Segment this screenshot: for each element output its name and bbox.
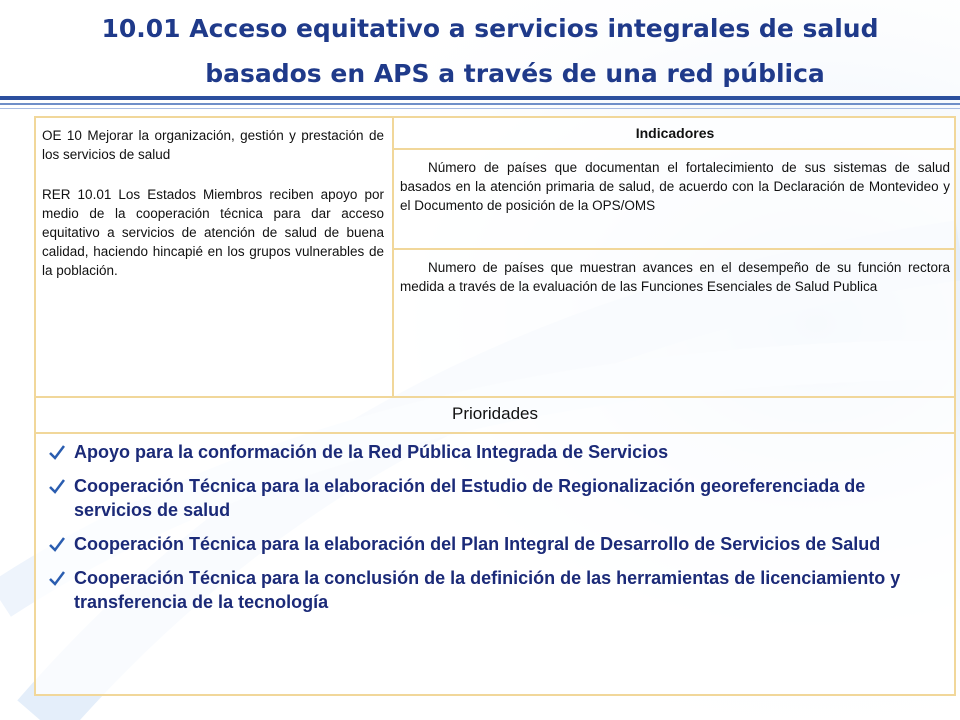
checkmark-icon	[48, 535, 66, 553]
priority-text: Cooperación Técnica para la elaboración del Estudio de Regionalización georeferenciada de servicios de salud	[74, 476, 866, 520]
page-title	[0, 6, 960, 96]
priority-item	[48, 566, 948, 614]
title-line-1: 10.01 Acceso equitativo a servicios integrales de salud	[101, 14, 879, 43]
title-divider-2	[0, 103, 960, 105]
objective-cell	[42, 126, 384, 301]
indicator-1: Número de países que documentan el fortalecimiento de sus sistemas de salud basados en la atención primaria de salud, de acuerdo con la Declaración de Montevideo y el Documento de posición de la OPS/OMS	[400, 160, 950, 213]
priority-text: Cooperación Técnica para la elaboración del Plan Integral de Desarrollo de Servicios de Salud	[74, 534, 881, 554]
checkmark-icon	[48, 443, 66, 461]
indicator-row-divider	[394, 248, 956, 250]
priority-item	[48, 474, 948, 522]
indicator-2: Numero de países que muestran avances en el desempeño de su función rectora medida a través de la evaluación de las Funciones Esenciales de Salud Publica	[400, 260, 950, 294]
priority-text: Cooperación Técnica para la conclusión de la definición de las herramientas de licenciamiento y transferencia de la tecnología	[74, 568, 901, 612]
priorities-list	[48, 440, 948, 624]
title-line-2: basados en APS a través de una red pública	[205, 59, 825, 88]
expected-result: RER 10.01 Los Estados Miembros reciben apoyo por medio de la cooperación técnica para dar acceso equitativo a servicios de atención de salud de buena calidad, haciendo hincapié en los grupos vulnerables de la población.	[42, 187, 384, 278]
indicator-header-divider	[394, 148, 956, 150]
title-divider	[0, 96, 960, 100]
checkmark-icon	[48, 569, 66, 587]
indicators-header: Indicadores	[635, 125, 715, 141]
checkmark-icon	[48, 477, 66, 495]
content-table	[34, 116, 956, 696]
priorities-header: Prioridades	[452, 404, 538, 423]
column-divider	[392, 118, 394, 396]
priority-text: Apoyo para la conformación de la Red Pública Integrada de Servicios	[74, 442, 669, 462]
title-divider-3	[0, 108, 960, 109]
strategic-objective: OE 10 Mejorar la organización, gestión y prestación de los servicios de salud	[42, 128, 384, 162]
priority-item	[48, 532, 948, 556]
priorities-header-divider	[36, 432, 954, 434]
priority-item	[48, 440, 948, 464]
